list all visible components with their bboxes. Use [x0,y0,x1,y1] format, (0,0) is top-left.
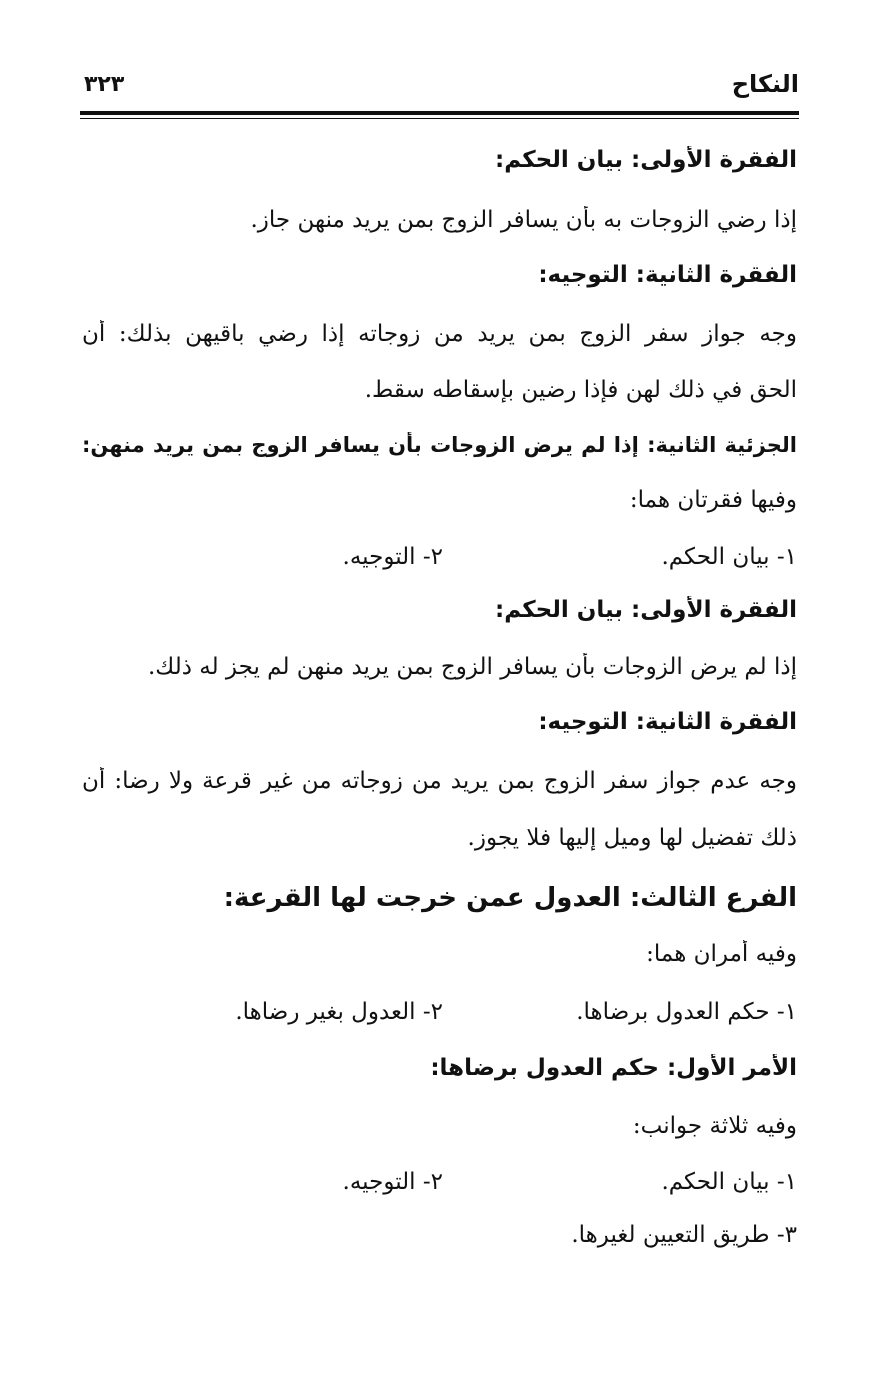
page-number: ٣٢٣ [84,72,125,97]
text-line: إذا لم يرض الزوجات بأن يسافر الزوج بمن يريد منهن لم يجز له ذلك. [148,654,797,680]
subheading-second-paragraph-direction: الفقرة الثانية: التوجيه: [538,709,797,735]
subheading-first-paragraph-ruling: الفقرة الأولى: بيان الحكم: [495,597,797,623]
chapter-title: النكاح [731,70,799,98]
list-item: ١- حكم العدول برضاها. [576,999,797,1025]
subheading-first-matter: الأمر الأول: حكم العدول برضاها: [430,1055,797,1081]
text-line: إذا رضي الزوجات به بأن يسافر الزوج بمن يريد منهن جاز. [250,207,797,233]
text-line-justified: وجه عدم جواز سفر الزوج بمن يريد من زوجاته من غير قرعة ولا رضا: أن [82,768,797,794]
text-line: وفيه أمران هما: [646,941,797,967]
list-item: ٢- العدول بغير رضاها. [235,999,443,1025]
text-line: وفيه ثلاثة جوانب: [632,1113,797,1139]
list-item: ٢- التوجيه. [342,1169,443,1195]
subheading-second-part: الجزئية الثانية: إذا لم يرض الزوجات بأن يسافر الزوج بمن يريد منهن: [82,433,797,457]
header-rule-thin [80,118,799,119]
subheading-first-paragraph-ruling: الفقرة الأولى: بيان الحكم: [495,147,797,173]
list-item: ٣- طريق التعيين لغيرها. [571,1222,797,1248]
text-line: وفيها فقرتان هما: [629,487,797,513]
list-item: ٢- التوجيه. [342,544,443,570]
text-line: الحق في ذلك لهن فإذا رضين بإسقاطه سقط. [364,377,797,403]
header-rule-thick [80,111,799,115]
section-heading-third-branch: الفرع الثالث: العدول عمن خرجت لها القرعة: [223,883,797,913]
list-item: ١- بيان الحكم. [661,1169,797,1195]
text-line-justified: وجه جواز سفر الزوج بمن يريد من زوجاته إذا رضي باقيهن بذلك: أن [82,321,797,347]
text-line: ذلك تفضيل لها وميل إليها فلا يجوز. [467,825,797,851]
list-item: ١- بيان الحكم. [661,544,797,570]
subheading-second-paragraph-direction: الفقرة الثانية: التوجيه: [538,262,797,288]
running-header [80,70,799,110]
